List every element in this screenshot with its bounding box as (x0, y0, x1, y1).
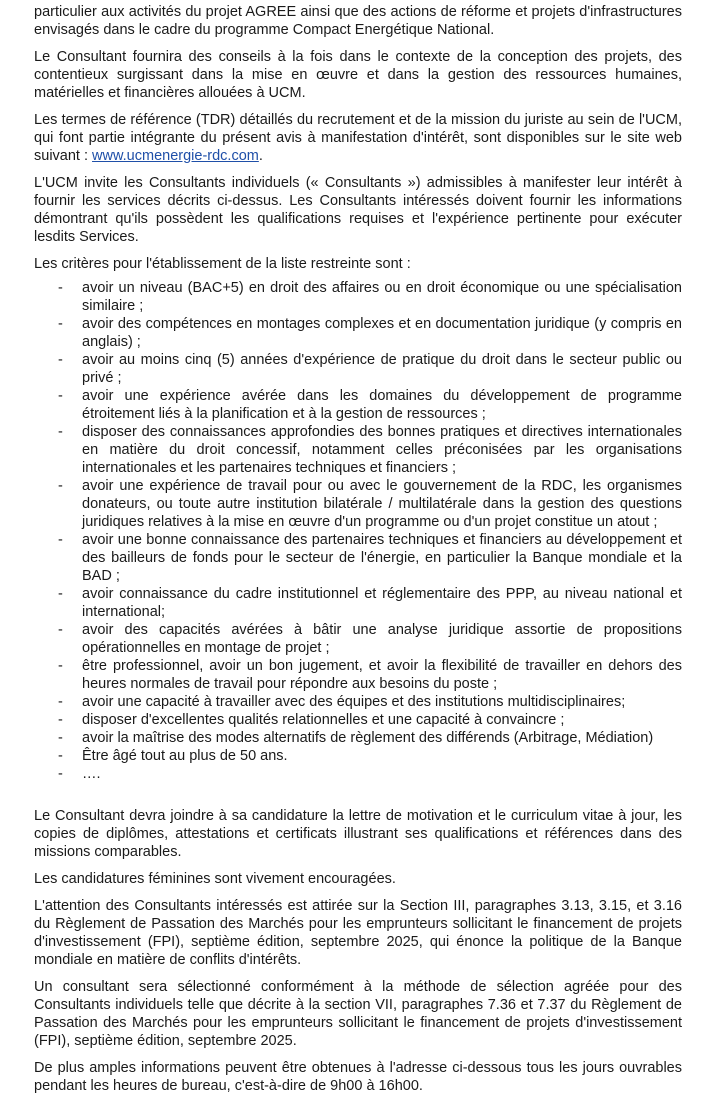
criteria-text: avoir un niveau (BAC+5) en droit des affaires ou en droit économique ou une spécialisation similaire ; (82, 280, 682, 314)
bullet-dash: - (58, 388, 63, 404)
criteria-text: avoir au moins cinq (5) années d'expérience de pratique du droit dans le secteur public ou privé ; (82, 352, 682, 386)
bullet-dash: - (58, 748, 63, 764)
criteria-item (34, 315, 682, 351)
criteria-text: être professionnel, avoir un bon jugement, et avoir la flexibilité de travailler en dehors des heures normales de travail pour répondre aux besoins du poste ; (82, 658, 682, 692)
paragraph-consultant-advice: Le Consultant fournira des conseils à la fois dans le contexte de la conception des projets, des contentieux surgissant dans la mise en œuvre et dans la gestion des ressources humaines, matérielles et financières allouées à UCM. (34, 49, 682, 101)
criteria-item (34, 693, 682, 711)
paragraph-application: Le Consultant devra joindre à sa candidature la lettre de motivation et le curriculum vitae à jour, les copies de diplômes, attestations et certificats illustrant ses qualifications et références dans des missions comparables. (34, 808, 682, 860)
bullet-dash: - (58, 730, 63, 746)
criteria-item (34, 279, 682, 315)
criteria-text: avoir connaissance du cadre institutionnel et réglementaire des PPP, au niveau national et international; (82, 586, 682, 620)
bullet-dash: - (58, 694, 63, 710)
paragraph-female-candidates: Les candidatures féminines sont vivement encouragées. (34, 871, 396, 887)
criteria-list (34, 279, 682, 783)
bullet-dash: - (58, 352, 63, 368)
criteria-text: disposer d'excellentes qualités relationnelles et une capacité à convaincre ; (82, 712, 565, 728)
criteria-item (34, 387, 682, 423)
criteria-item (34, 477, 682, 531)
criteria-text: avoir une bonne connaissance des partenaires techniques et financiers au développement et des bailleurs de fonds pour le secteur de l'énergie, en particulier la Banque mondiale et la BAD ; (82, 532, 682, 584)
criteria-text: avoir une expérience de travail pour ou avec le gouvernement de la RDC, les organismes donateurs, ou toute autre institution bilatérale / multilatérale dans la gestion des questions juridiques relatives à la mise en œuvre d'un programme ou d'un projet constitue un atout ; (82, 478, 682, 530)
criteria-item (34, 765, 682, 783)
bullet-dash: - (58, 280, 63, 296)
bullet-dash: - (58, 586, 63, 602)
document-page (34, 3, 682, 1104)
paragraph-more-info: De plus amples informations peuvent être obtenues à l'adresse ci-dessous tous les jours ouvrables pendant les heures de bureau, c'est-à-dire de 9h00 à 16h00. (34, 1060, 682, 1094)
paragraph-selection: Un consultant sera sélectionné conformément à la méthode de sélection agréée pour des Consultants individuels telle que décrite à la section VII, paragraphes 7.36 et 7.37 du Règlement de Passation des Marchés pour les emprunteurs sollicitant le financement de projets d'investissement (FPI), septième édition, septembre 2025. (34, 979, 682, 1049)
bullet-dash: - (58, 316, 63, 332)
bullet-dash: - (58, 622, 63, 638)
criteria-text: avoir des capacités avérées à bâtir une analyse juridique assortie de propositions opérationnelles en montage de projet ; (82, 622, 682, 656)
website-link[interactable]: www.ucmenergie-rdc.com (92, 148, 259, 164)
criteria-text: Être âgé tout au plus de 50 ans. (82, 748, 288, 764)
criteria-text: …. (82, 766, 101, 782)
criteria-item (34, 747, 682, 765)
criteria-text: avoir une expérience avérée dans les domaines du développement de programme étroitement liés à la planification et à la gestion de ressources ; (82, 388, 682, 422)
paragraph-attention: L'attention des Consultants intéressés est attirée sur la Section III, paragraphes 3.13, 3.15, et 3.16 du Règlement de Passation des Marchés pour les emprunteurs sollicitant le financement de projets d'investissement (FPI), septième édition, septembre 2025, qui énonce la politique de la Banque mondiale en matière de conflits d'intérêts. (34, 898, 682, 968)
criteria-item (34, 423, 682, 477)
bullet-dash: - (58, 424, 63, 440)
criteria-text: avoir une capacité à travailler avec des équipes et des institutions multidisciplinaires; (82, 694, 626, 710)
criteria-item (34, 531, 682, 585)
criteria-text: disposer des connaissances approfondies des bonnes pratiques et directives internationales en matière du droit concessif, notamment celles préconisées par les organisations internationales et les partenaires techniques et financiers ; (82, 424, 682, 476)
criteria-item (34, 585, 682, 621)
section-spacer (34, 783, 682, 807)
criteria-item (34, 729, 682, 747)
criteria-item (34, 351, 682, 387)
paragraph-invite: L'UCM invite les Consultants individuels (« Consultants ») admissibles à manifester leur intérêt à fournir les services décrits ci-dessus. Les Consultants intéressés doivent fournir les informations démontrant qu'ils possèdent les qualifications requises et l'expérience pertinente pour exécuter lesdits Services. (34, 175, 682, 245)
paragraph-intro-continuation: particulier aux activités du projet AGREE ainsi que des actions de réforme et projets d'infrastructures envisagés dans le cadre du programme Compact Energétique National. (34, 4, 682, 38)
bullet-dash: - (58, 712, 63, 728)
bullet-dash: - (58, 658, 63, 674)
bullet-dash: - (58, 766, 63, 782)
bullet-dash: - (58, 478, 63, 494)
paragraph-tdr (34, 111, 682, 165)
bullet-dash: - (58, 532, 63, 548)
tdr-text: Les termes de référence (TDR) détaillés du recrutement et de la mission du juriste au sein de l'UCM, qui font partie intégrante du présent avis à manifestation d'intérêt, sont disponibles sur le site web suivant : (34, 112, 682, 164)
criteria-item (34, 621, 682, 657)
criteria-item (34, 711, 682, 729)
criteria-text: avoir des compétences en montages complexes et en documentation juridique (y compris en anglais) ; (82, 316, 682, 350)
criteria-text: avoir la maîtrise des modes alternatifs de règlement des différends (Arbitrage, Médiation) (82, 730, 654, 746)
criteria-heading: Les critères pour l'établissement de la liste restreinte sont : (34, 256, 411, 272)
tdr-end: . (258, 148, 263, 164)
criteria-item (34, 657, 682, 693)
